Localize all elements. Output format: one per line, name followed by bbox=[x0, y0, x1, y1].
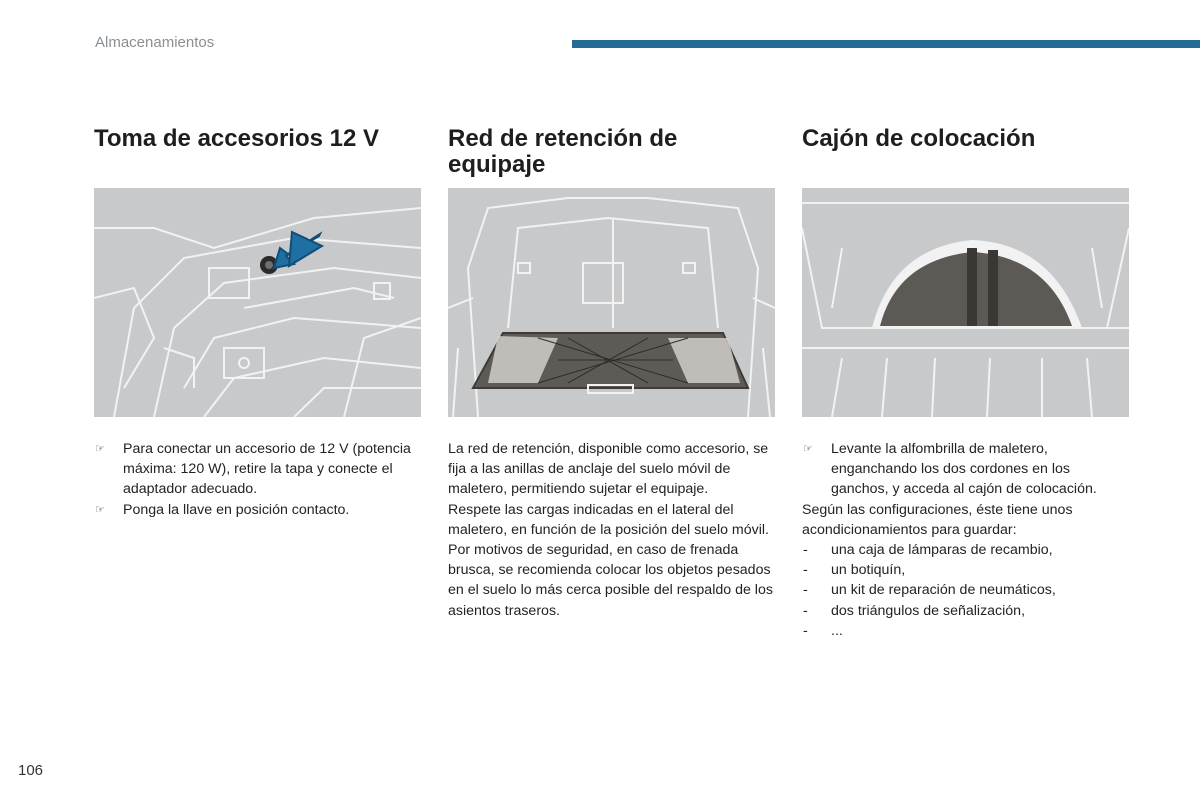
section-text bbox=[94, 439, 421, 520]
paragraph: Según las configuraciones, éste tiene unos acondicionamientos para guardar: bbox=[802, 501, 1073, 538]
header-accent-bar bbox=[572, 40, 1200, 48]
list-item: - ... bbox=[803, 622, 843, 639]
section-title: Red de retención de equipaje bbox=[448, 125, 678, 178]
luggage-net-illustration bbox=[448, 188, 775, 417]
pointing-hand-icon: ☞ bbox=[95, 443, 105, 455]
section-text bbox=[802, 439, 1129, 641]
pointing-hand-icon: ☞ bbox=[803, 443, 813, 455]
instruction-item: ☞ Ponga la llave en posición contacto. bbox=[94, 500, 421, 520]
list-item: - un kit de reparación de neumáticos, bbox=[803, 582, 1056, 599]
section-title: Toma de accesorios 12 V bbox=[94, 125, 380, 152]
column-12v-socket bbox=[94, 126, 421, 520]
list-item: - dos triángulos de señalización, bbox=[803, 602, 1026, 619]
list-item: - una caja de lámparas de recambio, bbox=[803, 542, 1053, 559]
section-title: Cajón de colocación bbox=[802, 125, 1036, 152]
section-label: Almacenamientos bbox=[95, 34, 215, 51]
paragraph: Por motivos de seguridad, en caso de frenada brusca, se recomienda colocar los objetos pesados en el suelo lo más cerca posible del respaldo de los asientos traseros. bbox=[448, 542, 773, 619]
trunk-12v-socket-illustration bbox=[94, 188, 421, 417]
page-number: 106 bbox=[18, 762, 44, 779]
column-luggage-net bbox=[448, 126, 775, 621]
pointing-hand-icon: ☞ bbox=[95, 503, 105, 516]
instruction-item: ☞ Levante la alfombrilla de maletero, enganchando los dos cordones en los ganchos, y acceda al cajón de colocación. bbox=[803, 441, 1097, 498]
paragraph: La red de retención, disponible como accesorio, se fija a las anillas de anclaje del suelo móvil de maletero, permitiendo sujetar el equipaje. bbox=[448, 441, 769, 498]
instruction-item: ☞ Para conectar un accesorio de 12 V (potencia máxima: 120 W), retire la tapa y conecte el adaptador adecuado. bbox=[95, 441, 411, 498]
paragraph: Respete las cargas indicadas en el lateral del maletero, en función de la posición del suelo móvil. bbox=[448, 501, 769, 538]
column-storage-box bbox=[802, 126, 1129, 641]
storage-box-illustration bbox=[802, 188, 1129, 417]
section-text bbox=[448, 439, 775, 621]
list-item: - un botiquín, bbox=[803, 562, 906, 579]
